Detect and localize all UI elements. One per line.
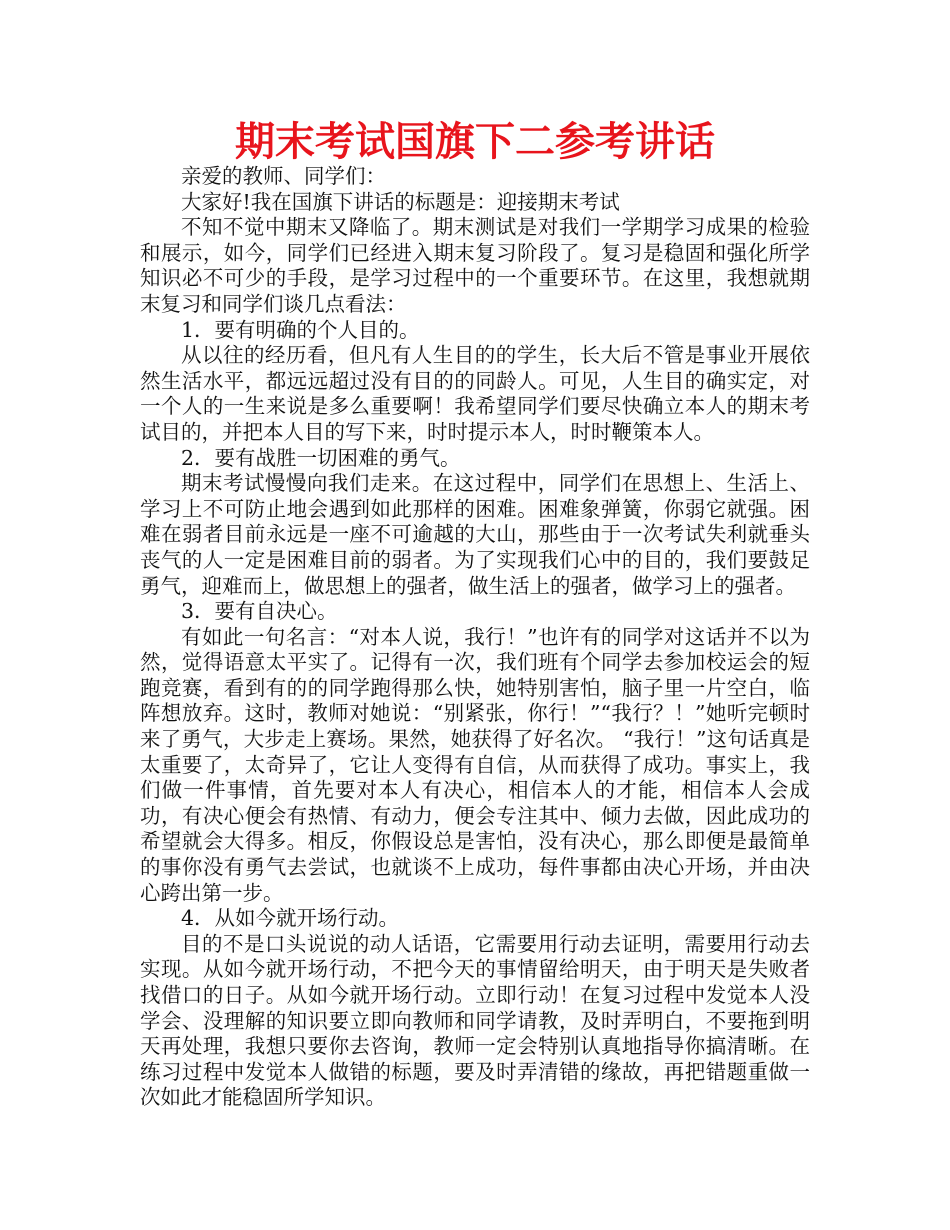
point-2-paragraph: 期末考试慢慢向我们走来。在这过程中，同学们在思想上、生活上、学习上不可防止地会遇到如此那样的困难。困难象弹簧，你弱它就强。困难在弱者目前永远是一座不可逾越的大山，那些由于一次考试失利就垂头丧气的人一定是困难目前的弱者。为了实现我们心中的目的，我们要鼓足勇气，迎难而上，做思想上的强者，做生活上的强者，做学习上的强者。	[140, 471, 810, 598]
salutation: 亲爱的教师、同学们：	[181, 164, 386, 188]
point-2-heading: 2．要有战胜一切困难的勇气。	[181, 445, 461, 470]
point-3-heading: 3．要有自决心。	[181, 599, 338, 624]
greeting-paragraph: 大家好!我在国旗下讲话的标题是：迎接期末考试	[181, 189, 620, 214]
point-4-heading: 4．从如今就开场行动。	[181, 906, 400, 931]
point-4-paragraph: 目的不是口头说说的动人话语，它需要用行动去证明，需要用行动去实现。从如今就开场行动，不把今天的事情留给明天，由于明天是失败者找借口的日子。从如今就开场行动。立即行动！在复习过程中发觉本人没学会、没理解的知识要立即向教师和同学请教，及时弄明白，不要拖到明天再处理，我想只要你去咨询，教师一定会特别认真地指导你搞清晰。在练习过程中发觉本人做错的标题，要及时弄清错的缘故，再把错题重做一次如此才能稳固所学知识。	[140, 931, 810, 1110]
point-3-paragraph: 有如此一句名言：“对本人说，我行！”也许有的同学对这话并不以为然，觉得语意太平实了。记得有一次，我们班有个同学去参加校运会的短跑竞赛，看到有的的同学跑得那么快，她特别害怕，脑子里一片空白，临阵想放弃。这时，教师对她说：“别紧张，你行！”“我行？！”她听完顿时来了勇气，大步走上赛场。果然，她获得了好名次。 “我行！”这句话真是太重要了，太奇异了，它让人变得有自信，从而获得了成功。事实上，我们做一件事情，首先要对本人有决心，相信本人的才能，相信本人会成功，有决心便会有热情、有动力，便会专注其中、倾力去做，因此成功的希望就会大得多。相反，你假设总是害怕，没有决心，那么即便是最简单的事你没有勇气去尝试，也就谈不上成功，每件事都由决心开场，并由决心跨出第一步。	[140, 624, 810, 905]
document-title: 期末考试国旗下二参考讲话	[235, 119, 715, 165]
point-1-paragraph: 从以往的经历看，但凡有人生目的的学生，长大后不管是事业开展依然生活水平，都远远超过没有目的的同龄人。可见，人生目的确实定，对一个人的一生来说是多么重要啊！我希望同学们要尽快确立本人的期末考试目的，并把本人目的写下来，时时提示本人，时时鞭策本人。	[140, 343, 810, 444]
document-body	[140, 164, 810, 1111]
point-1-heading: 1．要有明确的个人目的。	[181, 317, 420, 342]
intro-paragraph: 不知不觉中期末又降临了。期末测试是对我们一学期学习成果的检验和展示，如今，同学们已经进入期末复习阶段了。复习是稳固和强化所学知识必不可少的手段，是学习过程中的一个重要环节。在这里，我想就期末复习和同学们谈几点看法：	[140, 215, 810, 316]
